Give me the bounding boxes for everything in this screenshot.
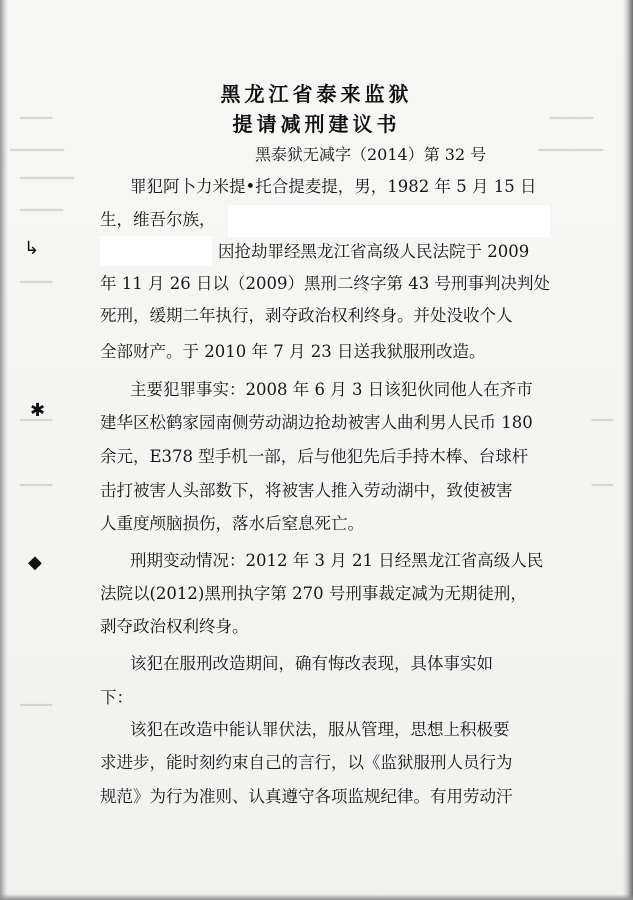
body-line: 刑期变动情况：2012 年 3 月 21 日经黑龙江省高级人民 (130, 551, 544, 570)
body-line: 主要犯罪事实：2008 年 6 月 3 日该犯伙同他人在齐市 (130, 380, 533, 399)
bleed-through-artifact: ▔▔▔▔ (20, 210, 64, 226)
body-line: 因抢劫罪经黑龙江省高级人民法院于 2009 (218, 242, 530, 261)
bleed-through-artifact: ▔▔ (591, 420, 613, 436)
bleed-through-artifact: ▔▔▔▔ (549, 118, 593, 134)
org-title: 黑龙江省泰来监狱 (220, 82, 413, 106)
body-line: 下： (100, 688, 133, 707)
body-line: 死刑，缓期二年执行，剥夺政治权利终身。并处没收个人 (100, 306, 513, 325)
bleed-through-artifact: ▔▔▔ (20, 705, 53, 721)
punch-hole-mark: ↳ (24, 238, 40, 259)
punch-hole-mark: ◆ (28, 552, 42, 573)
bleed-through-artifact: ▔▔▔ (20, 485, 53, 501)
body-line: 规范》为行为准则、认真遵守各项监规纪律。有用劳动汗 (100, 787, 513, 806)
body-line: 全部财产。于 2010 年 7 月 23 日送我狱服刑改造。 (100, 342, 486, 361)
bleed-through-artifact: ▔▔▔▔▔ (10, 150, 64, 166)
redaction-block (100, 236, 212, 266)
body-line: 年 11 月 26 日以（2009）黑刑二终字第 43 号刑事判决判处 (100, 274, 550, 293)
body-line: 建华区松鹤家园南侧劳动湖边抢劫被害人曲利男人民币 180 (100, 413, 533, 432)
body-line: 罪犯阿卜力米提•托合提麦提，男，1982 年 5 月 15 日 (130, 177, 537, 196)
bleed-through-artifact: ▔▔▔ (20, 420, 53, 436)
bleed-through-artifact: ▔▔▔ (20, 118, 53, 134)
bleed-through-artifact: ▔▔ (591, 485, 613, 501)
punch-hole-mark: ✱ (30, 400, 46, 421)
body-line: 该犯在服刑改造期间，确有悔改表现，具体事实如 (130, 654, 493, 673)
bleed-through-artifact: ▔▔▔▔▔▔ (538, 150, 603, 166)
bleed-through-artifact: ▔▔▔ (20, 282, 53, 298)
bleed-through-artifact: ▔▔▔▔▔ (20, 178, 74, 194)
body-line: 人重度颅脑损伤，落水后窒息死亡。 (100, 514, 364, 533)
doc-number: 黑泰狱无减字（2014）第 32 号 (255, 145, 487, 164)
body-line: 余元，E378 型手机一部，后与他犯先后手持木棒、台球杆 (100, 447, 529, 466)
body-line: 生，维吾尔族， (100, 210, 216, 229)
body-line: 剥夺政治权利终身。 (100, 617, 249, 636)
scan-shadow-bottom (0, 894, 633, 900)
body-line: 该犯在改造中能认罪伏法，服从管理，思想上积极要 (130, 720, 510, 739)
body-line: 法院以(2012)黑刑执字第 270 号刑事裁定减为无期徒刑， (100, 584, 527, 603)
body-line: 击打被害人头部数下，将被害人推入劳动湖中，致使被害 (100, 481, 513, 500)
doc-type-title: 提请减刑建议书 (232, 112, 401, 136)
body-line: 求进步，能时刻约束自己的言行，以《监狱服刑人员行为 (100, 753, 513, 772)
redaction-block (228, 205, 550, 237)
